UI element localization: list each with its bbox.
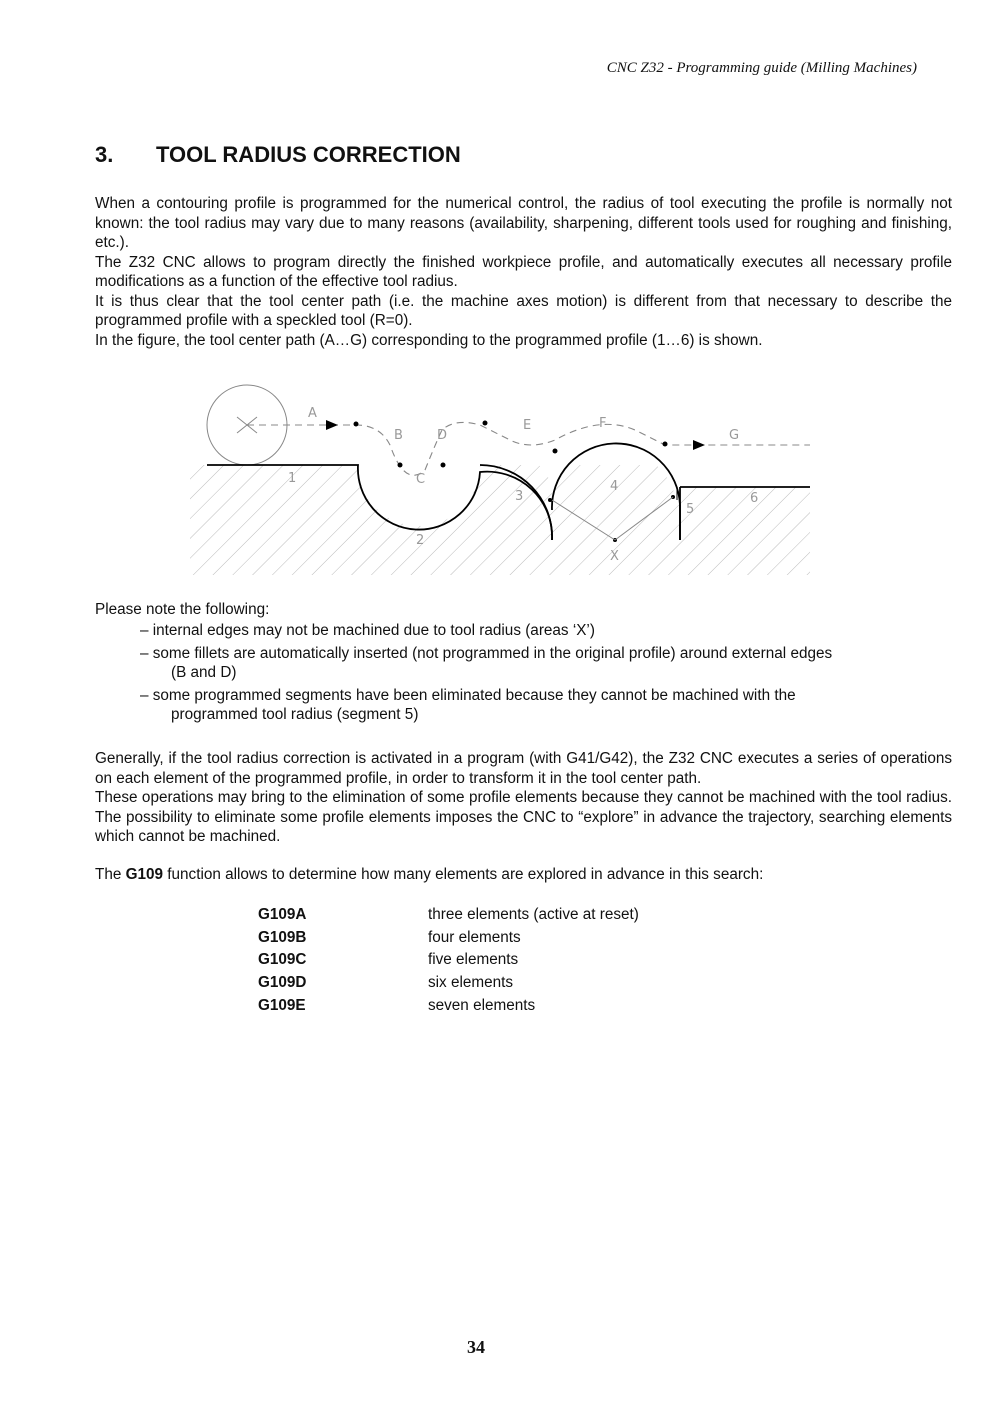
path-label-C: C xyxy=(416,472,426,487)
general-paragraph: These operations may bring to the elimination of some profile elements because they cannot be machined with the tool radius. The possibility to eliminate some profile elements imposes the CNC to “explore” in advance the trajectory, searching elements which cannot be machined. xyxy=(95,789,952,845)
table-row: G109D six elements xyxy=(258,974,514,992)
path-label-D: D xyxy=(437,428,448,443)
general-paragraph: Generally, if the tool radius correction is activated in a program (with G41/G42), the Z32 CNC executes a series of operations on each element of the programmed profile, in order to transform it in the tool center path. xyxy=(95,750,952,787)
table-row: G109A three elements (active at reset) xyxy=(258,906,639,924)
notes-list xyxy=(140,621,905,728)
path-label-A: A xyxy=(308,406,317,421)
notes-intro: Please note the following: xyxy=(95,601,270,618)
area-label-x: X xyxy=(610,549,619,564)
list-item: – some programmed segments have been eliminated because they cannot be machined with the programmed tool radius (segment 5) xyxy=(140,686,796,723)
path-label-E: E xyxy=(523,418,532,433)
path-label-F: F xyxy=(599,416,607,431)
section-title-text: TOOL RADIUS CORRECTION xyxy=(156,142,461,167)
page-number: 34 xyxy=(467,1337,485,1357)
path-label-B: B xyxy=(394,428,403,443)
running-header: CNC Z32 - Programming guide (Milling Machines) xyxy=(606,60,917,76)
list-item: – internal edges may not be machined due to tool radius (areas ‘X’) xyxy=(140,622,595,639)
intro-paragraph: The Z32 CNC allows to program directly the finished workpiece profile, and automatically executes all necessary profile modifications as a function of the effective tool radius. xyxy=(95,253,952,290)
segment-label-3: 3 xyxy=(515,489,524,504)
segment-label-1: 1 xyxy=(288,471,297,486)
general-text xyxy=(95,749,952,847)
segment-label-5: 5 xyxy=(686,502,695,517)
direction-arrow xyxy=(326,420,338,430)
g109-table xyxy=(258,904,639,1017)
list-item: – some fillets are automatically inserted (not programmed in the original profile) around external edges (B and D) xyxy=(140,644,833,681)
segment-label-2: 2 xyxy=(416,533,425,548)
segment-label-4: 4 xyxy=(610,479,619,494)
g109-code: G109 xyxy=(125,866,164,883)
intro-paragraph: In the figure, the tool center path (A…G) corresponding to the programmed profile (1…6) is shown. xyxy=(95,331,763,349)
workpiece-hatch xyxy=(180,465,820,590)
segment-label-6: 6 xyxy=(750,491,759,506)
tool-path-figure xyxy=(180,370,820,590)
path-label-G: G xyxy=(729,428,740,443)
intro-text xyxy=(95,194,952,350)
intro-paragraph: It is thus clear that the tool center path (i.e. the machine axes motion) is different from that necessary to describe the programmed profile with a speckled tool (R=0). xyxy=(95,292,952,329)
section-title xyxy=(95,142,461,168)
g109-intro: The G109 function allows to determine how many elements are explored in advance in this search: xyxy=(95,866,764,883)
table-row: G109E seven elements xyxy=(258,996,536,1014)
intro-paragraph: When a contouring profile is programmed for the numerical control, the radius of tool executing the profile is normally not known: the tool radius may vary due to many reasons (availability, sharpening, different tools used for roughing and finishing, etc.). xyxy=(95,195,952,251)
direction-arrow xyxy=(693,440,705,450)
table-row: G109B four elements xyxy=(258,928,521,946)
section-number: 3. xyxy=(95,142,114,167)
table-row: G109C five elements xyxy=(258,951,519,969)
